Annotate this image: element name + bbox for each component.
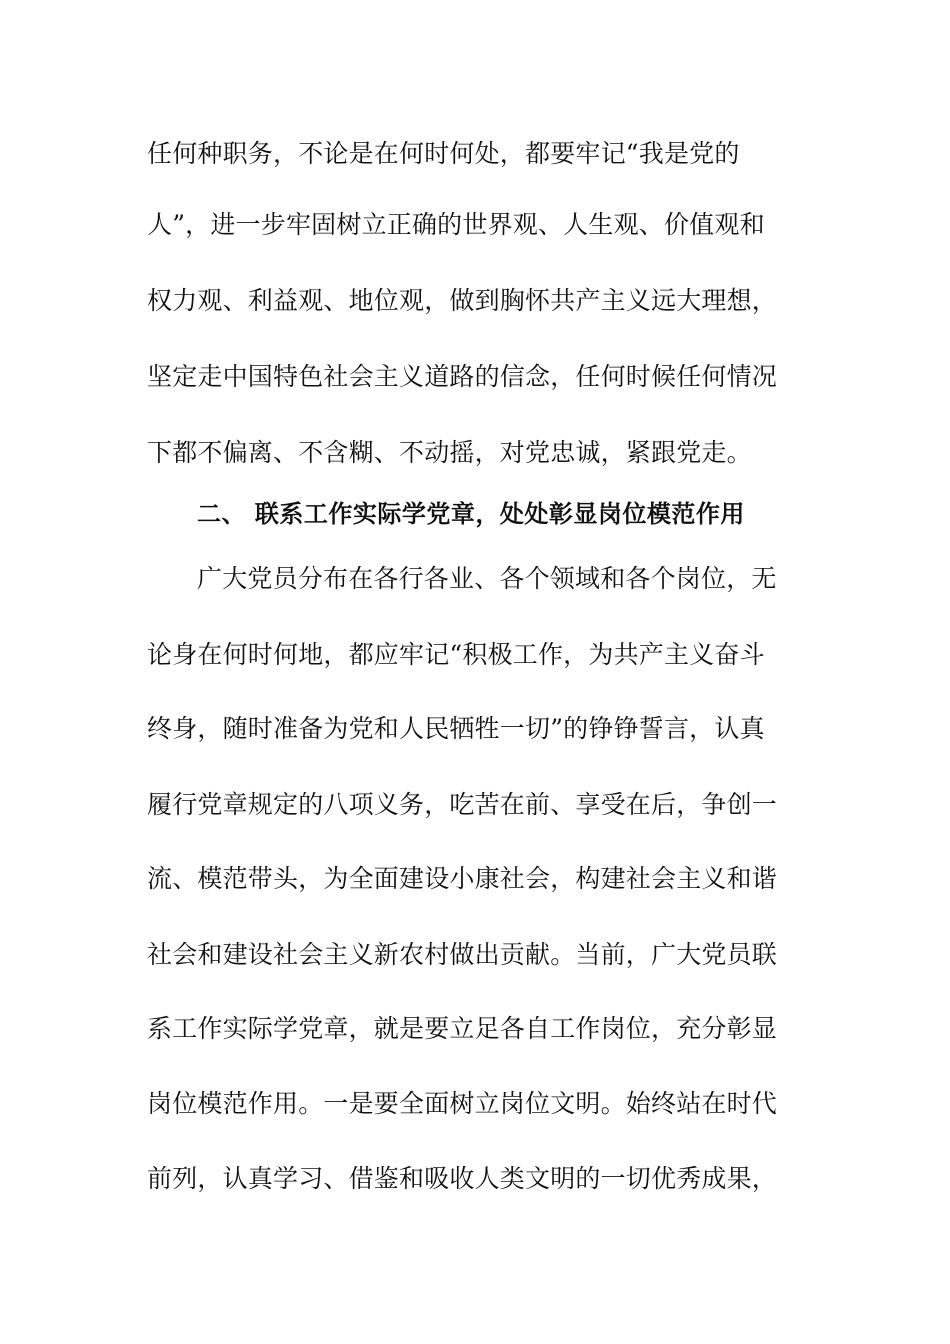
text-line: 履行党章规定的八项义务，吃苦在前、享受在后，争创一 bbox=[147, 790, 778, 819]
text-line: 岗位模范作用。一是要全面树立岗位文明。始终站在时代 bbox=[147, 1089, 778, 1118]
text-line: 论身在何时何地，都应牢记“积极工作，为共产主义奋斗 bbox=[147, 640, 765, 669]
section-heading: 二、 联系工作实际学党章，处处彰显岗位模范作用 bbox=[197, 500, 745, 528]
text-line: 任何种职务，不论是在何时何处，都要牢记“我是党的 bbox=[147, 139, 740, 168]
text-line: 社会和建设社会主义新农村做出贡献。当前，广大党员联 bbox=[147, 940, 778, 969]
text-line: 权力观、利益观、地位观，做到胸怀共产主义远大理想， bbox=[147, 286, 778, 315]
text-line: 前列，认真学习、借鉴和吸收人类文明的一切优秀成果， bbox=[147, 1164, 778, 1193]
paragraph-first-line: 广大党员分布在各行各业、各个领域和各个岗位，无 bbox=[197, 564, 777, 593]
text-line: 下都不偏离、不含糊、不动摇，对党忠诚，紧跟党走。 bbox=[147, 438, 752, 467]
text-line: 人”，进一步牢固树立正确的世界观、人生观、价值观和 bbox=[147, 210, 765, 239]
text-line: 系工作实际学党章，就是要立足各自工作岗位，充分彰显 bbox=[147, 1014, 778, 1043]
text-line: 终身，随时准备为党和人民牺牲一切”的铮铮誓言，认真 bbox=[147, 714, 765, 743]
text-line: 流、模范带头，为全面建设小康社会，构建社会主义和谐 bbox=[147, 864, 778, 893]
text-line: 坚定走中国特色社会主义道路的信念，任何时候任何情况 bbox=[147, 362, 778, 391]
